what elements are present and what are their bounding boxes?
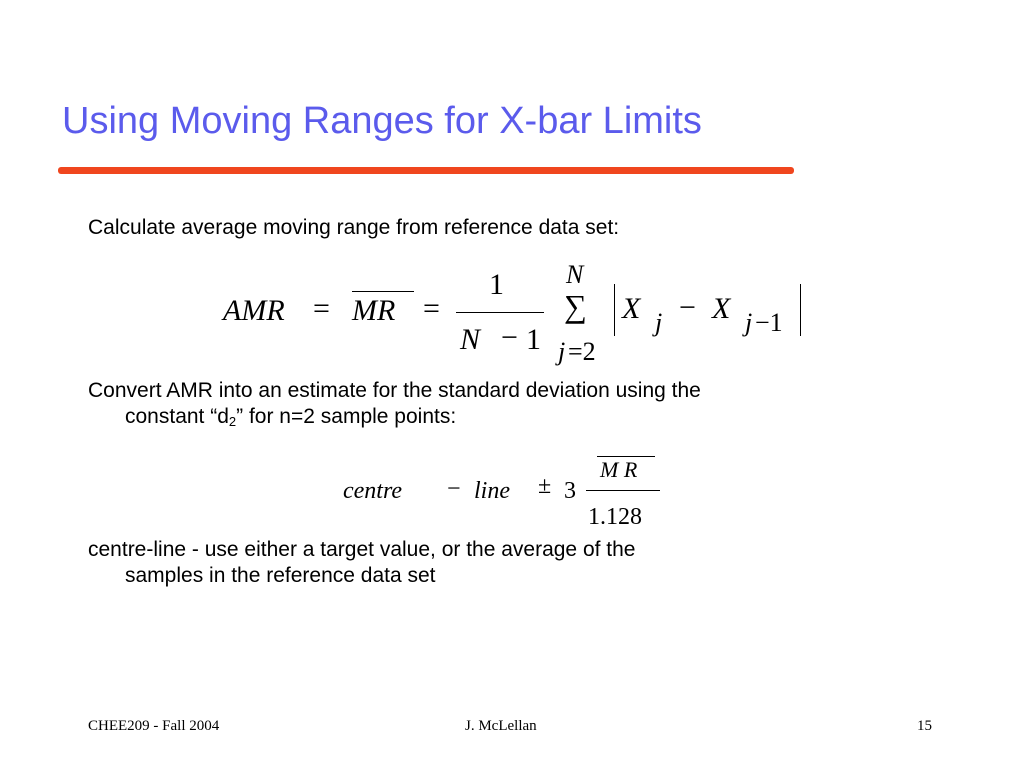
eq-amr-lhs: AMR: [223, 294, 285, 327]
eq-subscript-minus-one: −1: [755, 308, 783, 337]
eq-equals-2: =: [423, 292, 440, 325]
bullet-convert-amr: [88, 378, 948, 430]
bullet-convert-text-a: constant “d: [125, 405, 229, 429]
eq-mr-overline: [352, 291, 414, 292]
eq-sum-lower-start: =2: [568, 337, 596, 366]
bullet-centre-line: [88, 537, 948, 589]
footer-page-number: 15: [917, 718, 932, 734]
eq2-denominator: 1.128: [588, 504, 642, 530]
eq-abs-bar-right: [800, 284, 801, 336]
eq-fraction-numerator: 1: [489, 268, 504, 301]
eq-x-j: X: [622, 292, 641, 325]
eq2-fraction-bar: [586, 490, 660, 491]
footer-author: J. McLellan: [465, 718, 537, 734]
eq-x-j-minus-1: X: [712, 292, 731, 325]
bullet-calculate-amr: Calculate average moving range from reference data set:: [88, 216, 620, 239]
slide-title: Using Moving Ranges for X-bar Limits: [62, 100, 702, 142]
eq-denominator-one: 1: [526, 323, 541, 356]
eq-equals-1: =: [313, 292, 330, 325]
eq2-centre: centre: [343, 478, 403, 504]
footer-course: CHEE209 - Fall 2004: [88, 718, 220, 734]
eq-sum-upper-limit: N: [566, 260, 584, 289]
bullet-centre-line1: centre-line - use either a target value, or the average of the: [88, 538, 636, 561]
bullet-convert-line2: [88, 404, 948, 430]
eq-fraction-bar: [456, 312, 544, 313]
bullet-convert-text-b: ” for n=2 sample points:: [236, 405, 457, 429]
eq-sum-lower-j: j: [558, 337, 566, 366]
bullet-centre-line2: samples in the reference data set: [125, 564, 436, 588]
eq-mr: MR: [352, 294, 396, 327]
eq-sum-symbol: ∑: [564, 288, 587, 324]
title-underline: [58, 167, 794, 174]
bullet-convert-line1: Convert AMR into an estimate for the standard deviation using the: [88, 379, 701, 402]
eq2-numerator: M R: [600, 457, 638, 482]
eq-abs-bar-left: [614, 284, 615, 336]
eq2-minus: −: [447, 476, 461, 502]
d2-subscript: 2: [228, 414, 237, 430]
eq2-three: 3: [564, 478, 576, 504]
eq2-plus-minus: ±: [538, 473, 552, 499]
eq-denominator-n: N: [460, 323, 481, 356]
eq2-line: line: [474, 478, 510, 504]
eq-subscript-j2: j: [745, 308, 753, 337]
eq-denominator-minus: −: [501, 321, 518, 354]
eq-subscript-j: j: [655, 308, 663, 337]
eq-minus: −: [679, 291, 696, 324]
